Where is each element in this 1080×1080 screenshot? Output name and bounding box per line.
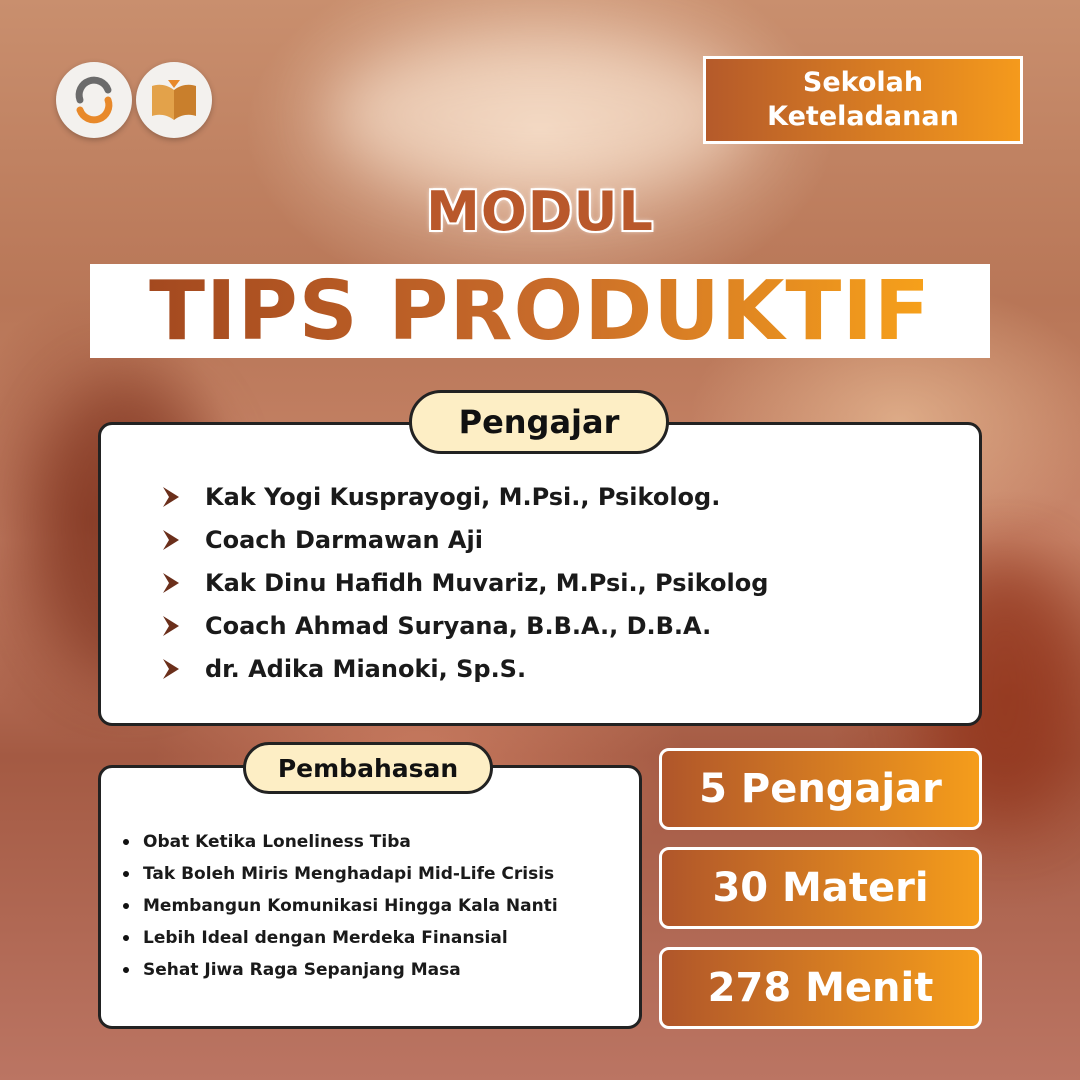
teacher-name: Coach Ahmad Suryana, B.B.A., D.B.A. [205, 611, 712, 640]
topics-list [123, 826, 558, 986]
chevron-right-icon [161, 486, 181, 508]
s-swirl-logo-icon [56, 62, 132, 138]
page-kicker: MODUL [426, 180, 654, 243]
teachers-heading: Pengajar [409, 390, 669, 454]
bullet-icon [123, 871, 129, 877]
list-item [161, 475, 768, 518]
brand-badge [703, 56, 1023, 144]
bullet-icon [123, 903, 129, 909]
background-blur [330, 40, 750, 190]
topic-title: Tak Boleh Miris Menghadapi Mid-Life Crisis [143, 864, 555, 884]
list-item [123, 826, 558, 858]
teachers-card [98, 422, 982, 726]
list-item [161, 604, 768, 647]
topics-card [98, 765, 642, 1029]
stat-duration: 278 Menit [659, 947, 982, 1029]
topics-heading: Pembahasan [243, 742, 493, 794]
list-item [123, 954, 558, 986]
topic-title: Lebih Ideal dengan Merdeka Finansial [143, 928, 508, 948]
chevron-right-icon [161, 658, 181, 680]
list-item [123, 890, 558, 922]
page-title-band [90, 264, 990, 358]
teacher-name: dr. Adika Mianoki, Sp.S. [205, 654, 527, 683]
stat-teachers-count: 5 Pengajar [659, 748, 982, 830]
stat-materials-count: 30 Materi [659, 847, 982, 929]
bullet-icon [123, 935, 129, 941]
teacher-name: Kak Dinu Hafidh Muvariz, M.Psi., Psikolog [205, 568, 769, 597]
bullet-icon [123, 839, 129, 845]
chevron-right-icon [161, 615, 181, 637]
topic-title: Obat Ketika Loneliness Tiba [143, 832, 411, 852]
list-item [123, 922, 558, 954]
chevron-right-icon [161, 572, 181, 594]
list-item [161, 561, 768, 604]
topic-title: Sehat Jiwa Raga Sepanjang Masa [143, 960, 461, 980]
teacher-name: Kak Yogi Kusprayogi, M.Psi., Psikolog. [205, 482, 721, 511]
bullet-icon [123, 967, 129, 973]
list-item [123, 858, 558, 890]
list-item [161, 647, 768, 690]
teacher-name: Coach Darmawan Aji [205, 525, 483, 554]
topic-title: Membangun Komunikasi Hingga Kala Nanti [143, 896, 558, 916]
teachers-list [161, 475, 768, 690]
chevron-right-icon [161, 529, 181, 551]
page-title: TIPS PRODUKTIF [149, 263, 931, 359]
brand-label: Sekolah Keteladanan [767, 67, 959, 132]
open-book-logo-icon [136, 62, 212, 138]
list-item [161, 518, 768, 561]
